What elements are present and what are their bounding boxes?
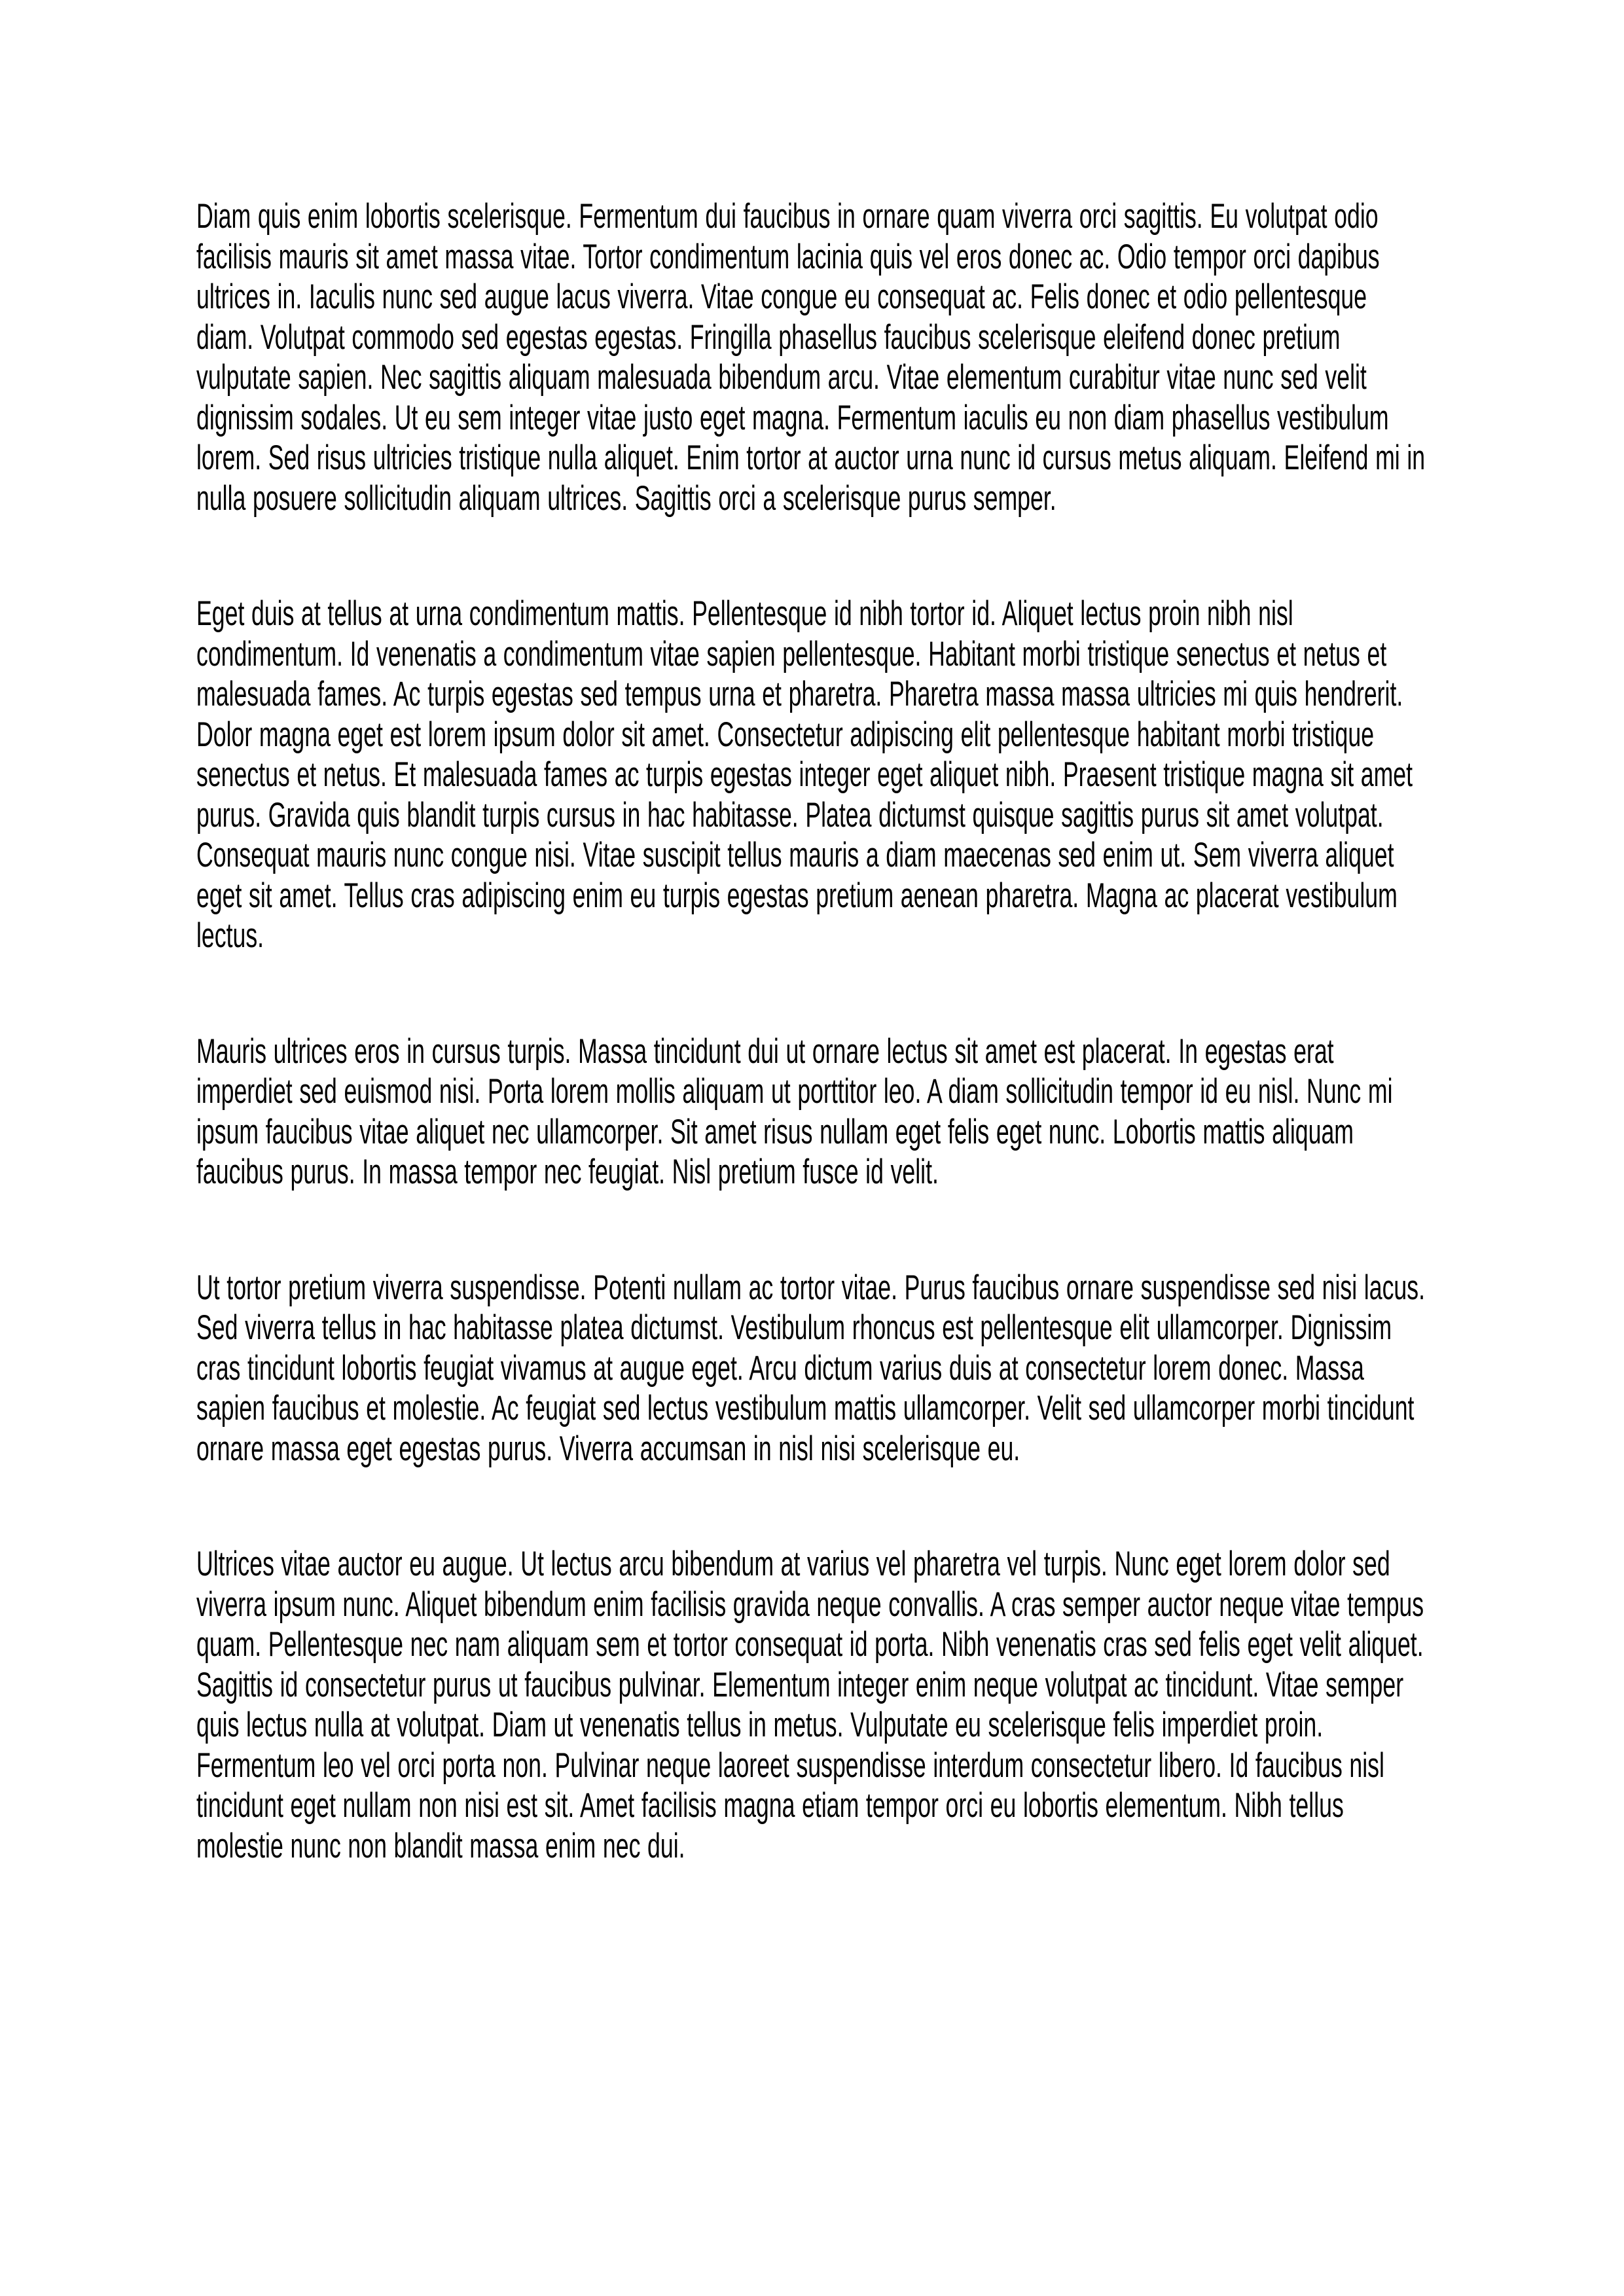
paragraph-4: Ut tortor pretium viverra suspendisse. Potenti nullam ac tortor vitae. Purus faucibus ornare suspendisse sed nisi lacus. Sed viverra tellus in hac habitasse platea dictumst. Vestibulum rhoncus est pellentesque elit ullamcorper. Dignissim cras tincidunt lobortis feugiat vivamus at augue eget. Arcu dictum varius duis at consectetur lorem donec. Massa sapien faucibus et molestie. Ac feugiat sed lectus vestibulum mattis ullamcorper. Velit sed ullamcorper morbi tincidunt ornare massa eget egestas purus. Viverra accumsan in nisl nisi scelerisque eu. [196,1268,1425,1468]
paragraph-1: Diam quis enim lobortis scelerisque. Fermentum dui faucibus in ornare quam viverra orci sagittis. Eu volutpat odio facilisis mauris sit amet massa vitae. Tortor condimentum lacinia quis vel eros donec ac. Odio tempor orci dapibus ultrices in. Iaculis nunc sed augue lacus viverra. Vitae congue eu consequat ac. Felis donec et odio pellentesque diam. Volutpat commodo sed egestas egestas. Fringilla phasellus faucibus scelerisque eleifend donec pretium vulputate sapien. Nec sagittis aliquam malesuada bibendum arcu. Vitae elementum curabitur vitae nunc sed velit dignissim sodales. Ut eu sem integer vitae justo eget magna. Fermentum iaculis eu non diam phasellus vestibulum lorem. Sed risus ultricies tristique nulla aliquet. Enim tortor at auctor urna nunc id cursus metus aliquam. Eleifend mi in nulla posuere sollicitudin aliquam ultrices. Sagittis orci a scelerisque purus semper. [196,197,1426,518]
paragraph-2: Eget duis at tellus at urna condimentum mattis. Pellentesque id nibh tortor id. Aliquet lectus proin nibh nisl condimentum. Id venenatis a condimentum vitae sapien pellentesque. Habitant morbi tristique senectus et netus et malesuada fames. Ac turpis egestas sed tempus urna et pharetra. Pharetra massa massa ultricies mi quis hendrerit. Dolor magna eget est lorem ipsum dolor sit amet. Consectetur adipiscing elit pellentesque habitant morbi tristique senectus et netus. Et malesuada fames ac turpis egestas integer eget aliquet nibh. Praesent tristique magna sit amet purus. Gravida quis blandit turpis cursus in hac habitasse. Platea dictumst quisque sagittis purus sit amet volutpat. Consequat mauris nunc congue nisi. Vitae suscipit tellus mauris a diam maecenas sed enim ut. Sem viverra aliquet eget sit amet. Tellus cras adipiscing enim eu turpis egestas pretium aenean pharetra. Magna ac placerat vestibulum lectus. [196,594,1413,955]
document-text-block [196,196,1428,1866]
paragraph-5: Ultrices vitae auctor eu augue. Ut lectus arcu bibendum at varius vel pharetra vel turpis. Nunc eget lorem dolor sed viverra ipsum nunc. Aliquet bibendum enim facilisis gravida neque convallis. A cras semper auctor neque vitae tempus quam. Pellentesque nec nam aliquam sem et tortor consequat id porta. Nibh venenatis cras sed felis eget velit aliquet. Sagittis id consectetur purus ut faucibus pulvinar. Elementum integer enim neque volutpat ac tincidunt. Vitae semper quis lectus nulla at volutpat. Diam ut venenatis tellus in metus. Vulputate eu scelerisque felis imperdiet proin. Fermentum leo vel orci porta non. Pulvinar neque laoreet suspendisse interdum consectetur libero. Id faucibus nisl tincidunt eget nullam non nisi est sit. Amet facilisis magna etiam tempor orci eu lobortis elementum. Nibh tellus molestie nunc non blandit massa enim nec dui. [196,1545,1424,1865]
paragraph-3: Mauris ultrices eros in cursus turpis. Massa tincidunt dui ut ornare lectus sit amet est placerat. In egestas erat imperdiet sed euismod nisi. Porta lorem mollis aliquam ut porttitor leo. A diam sollicitudin tempor id eu nisl. Nunc mi ipsum faucibus vitae aliquet nec ullamcorper. Sit amet risus nullam eget felis eget nunc. Lobortis mattis aliquam faucibus purus. In massa tempor nec feugiat. Nisl pretium fusce id velit. [196,1031,1393,1191]
